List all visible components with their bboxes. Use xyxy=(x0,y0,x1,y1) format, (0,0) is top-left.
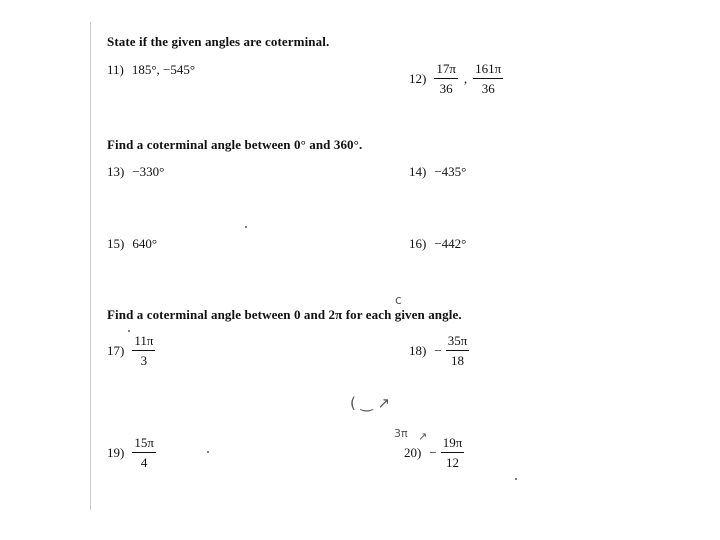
minus-sign: − xyxy=(429,444,437,460)
problem-number: 15) xyxy=(107,236,125,251)
problem-number: 14) xyxy=(409,164,427,179)
problem-11 xyxy=(107,62,195,78)
fraction xyxy=(132,436,156,469)
fraction-b xyxy=(473,62,503,95)
pencil-note: 3π xyxy=(394,427,408,440)
problem-number: 20) xyxy=(404,444,422,460)
page-left-edge xyxy=(90,22,91,510)
numerator: 19π xyxy=(441,436,465,453)
stray-dot xyxy=(128,330,130,332)
problem-16 xyxy=(409,236,466,252)
problem-expression: 640° xyxy=(132,236,158,251)
fraction xyxy=(446,334,470,367)
denominator: 18 xyxy=(450,352,464,368)
pencil-arc-scribble: ( ‿ ↗ xyxy=(350,394,391,412)
problem-number: 12) xyxy=(409,70,427,86)
problem-number: 11) xyxy=(107,62,124,77)
numerator: 11π xyxy=(132,334,155,351)
pencil-mark-c: c xyxy=(395,293,402,307)
denominator: 3 xyxy=(140,352,148,368)
problem-number: 16) xyxy=(409,236,427,251)
numerator: 161π xyxy=(473,62,503,79)
fraction xyxy=(132,334,155,367)
problem-20 xyxy=(404,436,464,469)
numerator: 17π xyxy=(434,62,458,79)
problem-number: 13) xyxy=(107,164,125,179)
problem-number: 18) xyxy=(409,342,427,358)
numerator: 35π xyxy=(446,334,470,351)
denominator: 36 xyxy=(439,80,453,96)
denominator: 12 xyxy=(445,454,459,470)
denominator: 36 xyxy=(481,80,495,96)
separator: , xyxy=(463,70,468,86)
fraction xyxy=(441,436,465,469)
problem-12 xyxy=(409,62,503,95)
pencil-arrow: ↗ xyxy=(418,430,428,443)
fraction-a xyxy=(434,62,458,95)
problem-expression: −442° xyxy=(434,236,467,251)
numerator: 15π xyxy=(132,436,156,453)
stray-dot xyxy=(515,478,517,480)
stray-dot xyxy=(207,451,209,453)
problem-13 xyxy=(107,164,164,180)
problem-14 xyxy=(409,164,466,180)
minus-sign: − xyxy=(434,342,442,358)
problem-19 xyxy=(107,436,156,469)
section-heading-coterminal: State if the given angles are coterminal. xyxy=(107,34,330,49)
stray-dot xyxy=(245,226,247,228)
problem-15 xyxy=(107,236,157,252)
denominator: 4 xyxy=(140,454,148,470)
problem-expression: −330° xyxy=(132,164,165,179)
problem-expression: 185°, −545° xyxy=(131,62,196,77)
problem-17 xyxy=(107,334,155,367)
section-heading-radians: Find a coterminal angle between 0 and 2π for each given angle. xyxy=(107,307,462,322)
problem-number: 19) xyxy=(107,444,125,460)
section-heading-degrees: Find a coterminal angle between 0° and 360°. xyxy=(107,137,363,152)
problem-expression: −435° xyxy=(434,164,467,179)
problem-18 xyxy=(409,334,469,367)
problem-number: 17) xyxy=(107,342,125,358)
